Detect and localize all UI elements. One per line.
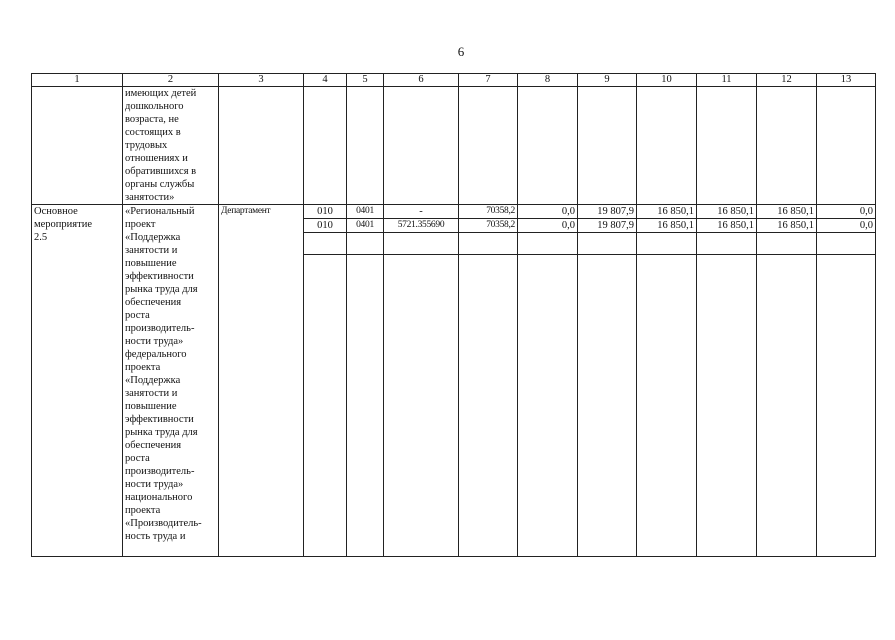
table-cell: 5721.355690 — [384, 219, 459, 233]
column-number: 11 — [697, 74, 757, 87]
table-cell — [518, 87, 578, 205]
table-cell — [459, 255, 518, 557]
table-cell: 0,0 — [817, 205, 876, 219]
table-cell — [757, 255, 817, 557]
table-cell — [459, 87, 518, 205]
table-cell — [347, 233, 384, 255]
table-cell: 70358,2 — [459, 205, 518, 219]
table-cell — [817, 255, 876, 557]
column-number: 2 — [123, 74, 219, 87]
table-cell — [697, 233, 757, 255]
table-cell: 19 807,9 — [578, 205, 637, 219]
table-cell: 70358,2 — [459, 219, 518, 233]
column-number: 10 — [637, 74, 697, 87]
table-cell — [757, 87, 817, 205]
activity-description: «Региональный проект «Поддержка занятости и повышение эффективности рынка труда для обеспечения роста производитель- ности труда» федерального проекта «Поддержка занятости и повышение эффективности рынка труда для обеспечения роста производитель- ности труда» национального проекта «Производитель- ность труда и — [123, 205, 219, 557]
activity-name: Основное мероприятие 2.5 — [32, 205, 123, 557]
table-cell — [384, 87, 459, 205]
page-number: 6 — [457, 44, 465, 59]
table-cell — [637, 255, 697, 557]
table-cell — [817, 233, 876, 255]
column-number: 1 — [32, 74, 123, 87]
table-cell: 16 850,1 — [637, 219, 697, 233]
table-cell — [219, 87, 304, 205]
table-cell: 16 850,1 — [757, 205, 817, 219]
column-number: 6 — [384, 74, 459, 87]
table-cell: 0401 — [347, 205, 384, 219]
table-cell — [578, 255, 637, 557]
column-number: 9 — [578, 74, 637, 87]
table-cell — [637, 87, 697, 205]
table-cell — [384, 255, 459, 557]
table-cell: - — [384, 205, 459, 219]
table-cell: 0,0 — [518, 205, 578, 219]
column-number: 12 — [757, 74, 817, 87]
column-number: 4 — [304, 74, 347, 87]
table-cell — [817, 87, 876, 205]
table-row — [32, 87, 876, 205]
table-cell: 0401 — [347, 219, 384, 233]
table-cell — [347, 87, 384, 205]
table-cell — [304, 233, 347, 255]
table-cell — [518, 255, 578, 557]
table-cell — [384, 233, 459, 255]
column-number: 5 — [347, 74, 384, 87]
table-cell: 0,0 — [518, 219, 578, 233]
table-cell — [304, 255, 347, 557]
column-number-row — [32, 74, 876, 87]
table-cell: 16 850,1 — [637, 205, 697, 219]
activity-executor: Департамент — [219, 205, 304, 557]
table-row — [32, 205, 876, 219]
table-cell: 19 807,9 — [578, 219, 637, 233]
table-cell: 010 — [304, 205, 347, 219]
column-number: 7 — [459, 74, 518, 87]
table-cell — [697, 255, 757, 557]
column-number: 3 — [219, 74, 304, 87]
budget-table — [31, 73, 876, 557]
table-cell — [578, 87, 637, 205]
table-cell — [459, 233, 518, 255]
table-cell: 16 850,1 — [697, 205, 757, 219]
continuation-description: имеющих детей дошкольного возраста, не состоящих в трудовых отношениях и обратившихся в органы службы занятости» — [123, 87, 219, 205]
table-cell — [757, 233, 817, 255]
column-number: 13 — [817, 74, 876, 87]
table-cell — [347, 255, 384, 557]
table-cell — [304, 87, 347, 205]
table-cell — [637, 233, 697, 255]
table-cell: 16 850,1 — [757, 219, 817, 233]
table-cell: 16 850,1 — [697, 219, 757, 233]
table-cell: 0,0 — [817, 219, 876, 233]
table-cell: 010 — [304, 219, 347, 233]
table-cell — [697, 87, 757, 205]
table-cell — [32, 87, 123, 205]
table-cell — [518, 233, 578, 255]
table-cell — [578, 233, 637, 255]
column-number: 8 — [518, 74, 578, 87]
